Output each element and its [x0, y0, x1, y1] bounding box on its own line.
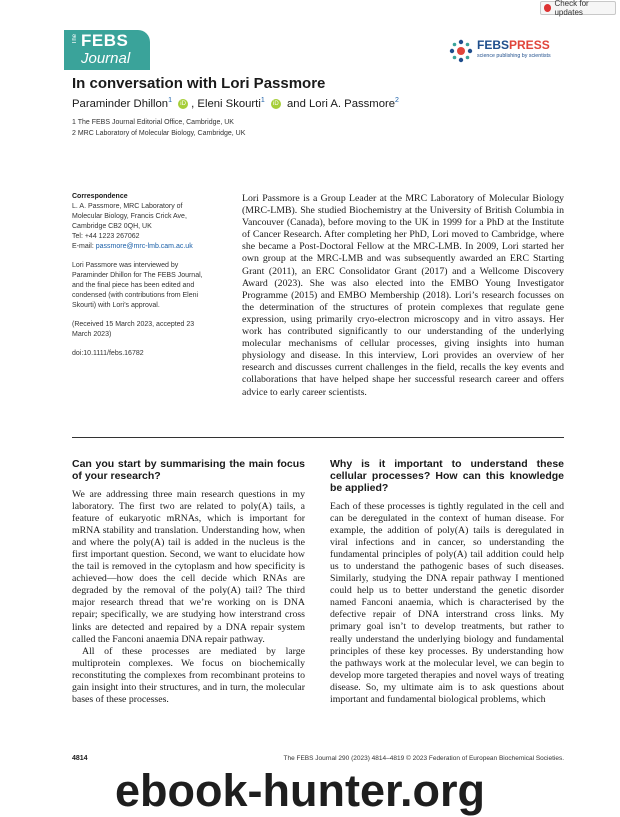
abstract-text: Lori Passmore is a Group Leader at the MRC Laboratory of Molecular Biology (MRC-LMB). She studied Biochemistry at the University of British Columbia in Vancouver (Canada), before moving to the UK in 1999 for a PhD at the Institute of Cancer Research. After completing her PhD, Lori moved to Cambridge, where she became a Post-Doctoral Fellow at the MRC-LMB. In 2009, Lori started her own group at the MRC-LMB and was subsequently awarded an ERC Starting Grant (2011), an ERC Consolidator Grant (2017) and a Wellcome Discovery Award (2023). She was also elected into the EMBO Young Investigator Programme (2015) and EMBO Membership (2018). Lori’s research focusses on the determination of the structures of protein complexes that regulate gene expression, using primarily cryo-electron microscopy and in vitro assays. Her work has contributed significantly to our understanding of the underlying molecular mechanisms of cellular processes, giving insights into human physiology and disease. In this interview, Lori provides an overview of her research and discusses current challenges in the field, recalls the key events and collaborations that have helped shape her successful research career and offers advice to early career scientists.: [242, 193, 564, 398]
logo-journal: Journal: [81, 50, 131, 67]
question-heading: Why is it important to understand these cellular processes? How can this knowledge be applied?: [330, 458, 564, 494]
received-dates: (Received 15 March 2023, accepted 23 March 2023): [72, 321, 195, 338]
press-name: FEBSPRESS: [477, 38, 550, 52]
correspondence-heading: Correspondence: [72, 193, 128, 200]
author-name[interactable]: Eleni Skourti: [197, 97, 261, 110]
affiliation: 2 MRC Laboratory of Molecular Biology, Cambridge, UK: [72, 130, 246, 137]
check-for-updates-label: Check for updates: [554, 0, 589, 17]
author-affiliation-mark: 1: [168, 97, 172, 104]
author-affiliation-mark: 1: [260, 97, 265, 104]
febs-journal-logo: [64, 30, 150, 70]
answer-paragraph: We are addressing three main research questions in my laboratory. The first two are related to poly(A) tails, a feature of eukaryotic mRNAs, which is important for mRNA stability and translation. Understanding how, when and where the poly(A) tail is added in the nucleus is the first important question. Second, we want to elucidate how the tail is removed in the cytoplasm and how specificity is achieved—how does the cell decide which RNAs are degraded by the removal of the poly(A) tail? The third major research thread that we’re working on is DNA repair; specifically, we are studying how interstrand cross links are detected and repaired by a DNA repair system called the Fanconi anaemia DNA repair pathway.: [72, 489, 305, 645]
question-heading: Can you start by summarising the main focus of your research?: [72, 458, 305, 482]
press-tagline: science publishing by scientists: [477, 53, 551, 59]
right-column: [330, 458, 564, 706]
journal-citation: The FEBS Journal 290 (2023) 4814–4819 © 2023 Federation of European Biochemical Societies.: [283, 755, 564, 762]
article-sidebar: [72, 192, 227, 368]
author-name[interactable]: Lori A. Passmore: [309, 97, 396, 110]
logo-the: The: [72, 34, 78, 45]
affiliation: 1 The FEBS Journal Editorial Office, Cambridge, UK: [72, 119, 234, 126]
left-column: [72, 458, 305, 706]
check-for-updates-button[interactable]: [540, 1, 616, 15]
author-list: Paraminder Dhillon$^1$ iD , Eleni Skourti$^1$ iD and Lori A. Passmore$^2$: [72, 97, 399, 110]
abstract: [242, 193, 564, 399]
section-divider: [72, 437, 564, 438]
febs-press-emblem-icon: [448, 38, 474, 64]
logo-febs: FEBS: [81, 31, 129, 50]
answer-paragraph: All of these processes are mediated by large multiprotein complexes. We focus on biochemically reconstituting the complexes from recombinant proteins to gain insight into their structures, and in turn, the molecular bases of these processes.: [72, 645, 305, 705]
author-name[interactable]: Paraminder Dhillon: [72, 97, 169, 110]
crossmark-icon: [544, 4, 551, 12]
author-affiliation-mark: 2: [395, 97, 399, 104]
doi[interactable]: doi:10.1111/febs.16782: [72, 350, 144, 357]
interview-note: Lori Passmore was interviewed by Paraminder Dhillon for The FEBS Journal, and the final piece has been edited and condensed (with contributions from Eleni Skourti) with Lori’s approval.: [72, 262, 203, 309]
article-title: In conversation with Lori Passmore: [72, 75, 326, 92]
page-number: 4814: [72, 755, 88, 762]
email-link[interactable]: passmore@mrc-lmb.cam.ac.uk: [95, 243, 193, 250]
febs-press-logo: [448, 38, 588, 66]
answer-paragraph: Each of these processes is tightly regulated in the cell and can be deregulated in the context of human disease. For example, the addition of poly(A) tails is deregulated in viral infections and in cancer, so understanding the fundamental principles of poly(A) tail addition could help us to understand the pathogenic bases of such diseases. Similarly, studying the DNA repair pathway I mentioned could help us to better understand the genetic disorder named Fanconi anaemia, which is characterised by the defective repair of DNA interstrand cross links. My primary goal isn’t to develop treatments, but rather to really understand the underlying biology and fundamental principles of these key processes. By understanding how the pathways work at the molecular level, we can begin to develop more targeted therapies and novel ways of treating disease. So, my ultimate aim is to ask questions about important and fundamental biological problems, which: [330, 501, 564, 705]
orcid-icon[interactable]: iD: [271, 99, 281, 109]
orcid-icon[interactable]: iD: [178, 99, 188, 109]
watermark: ebook-hunter.org: [115, 765, 485, 816]
correspondence-block: Correspondence L. A. Passmore, MRC Laboratory of Molecular Biology, Francis Crick Ave, Cambridge CB2 0QH, UK Tel: +44 1223 267062 E-mail: passmore@mrc-lmb.cam.ac.uk: [72, 193, 193, 250]
